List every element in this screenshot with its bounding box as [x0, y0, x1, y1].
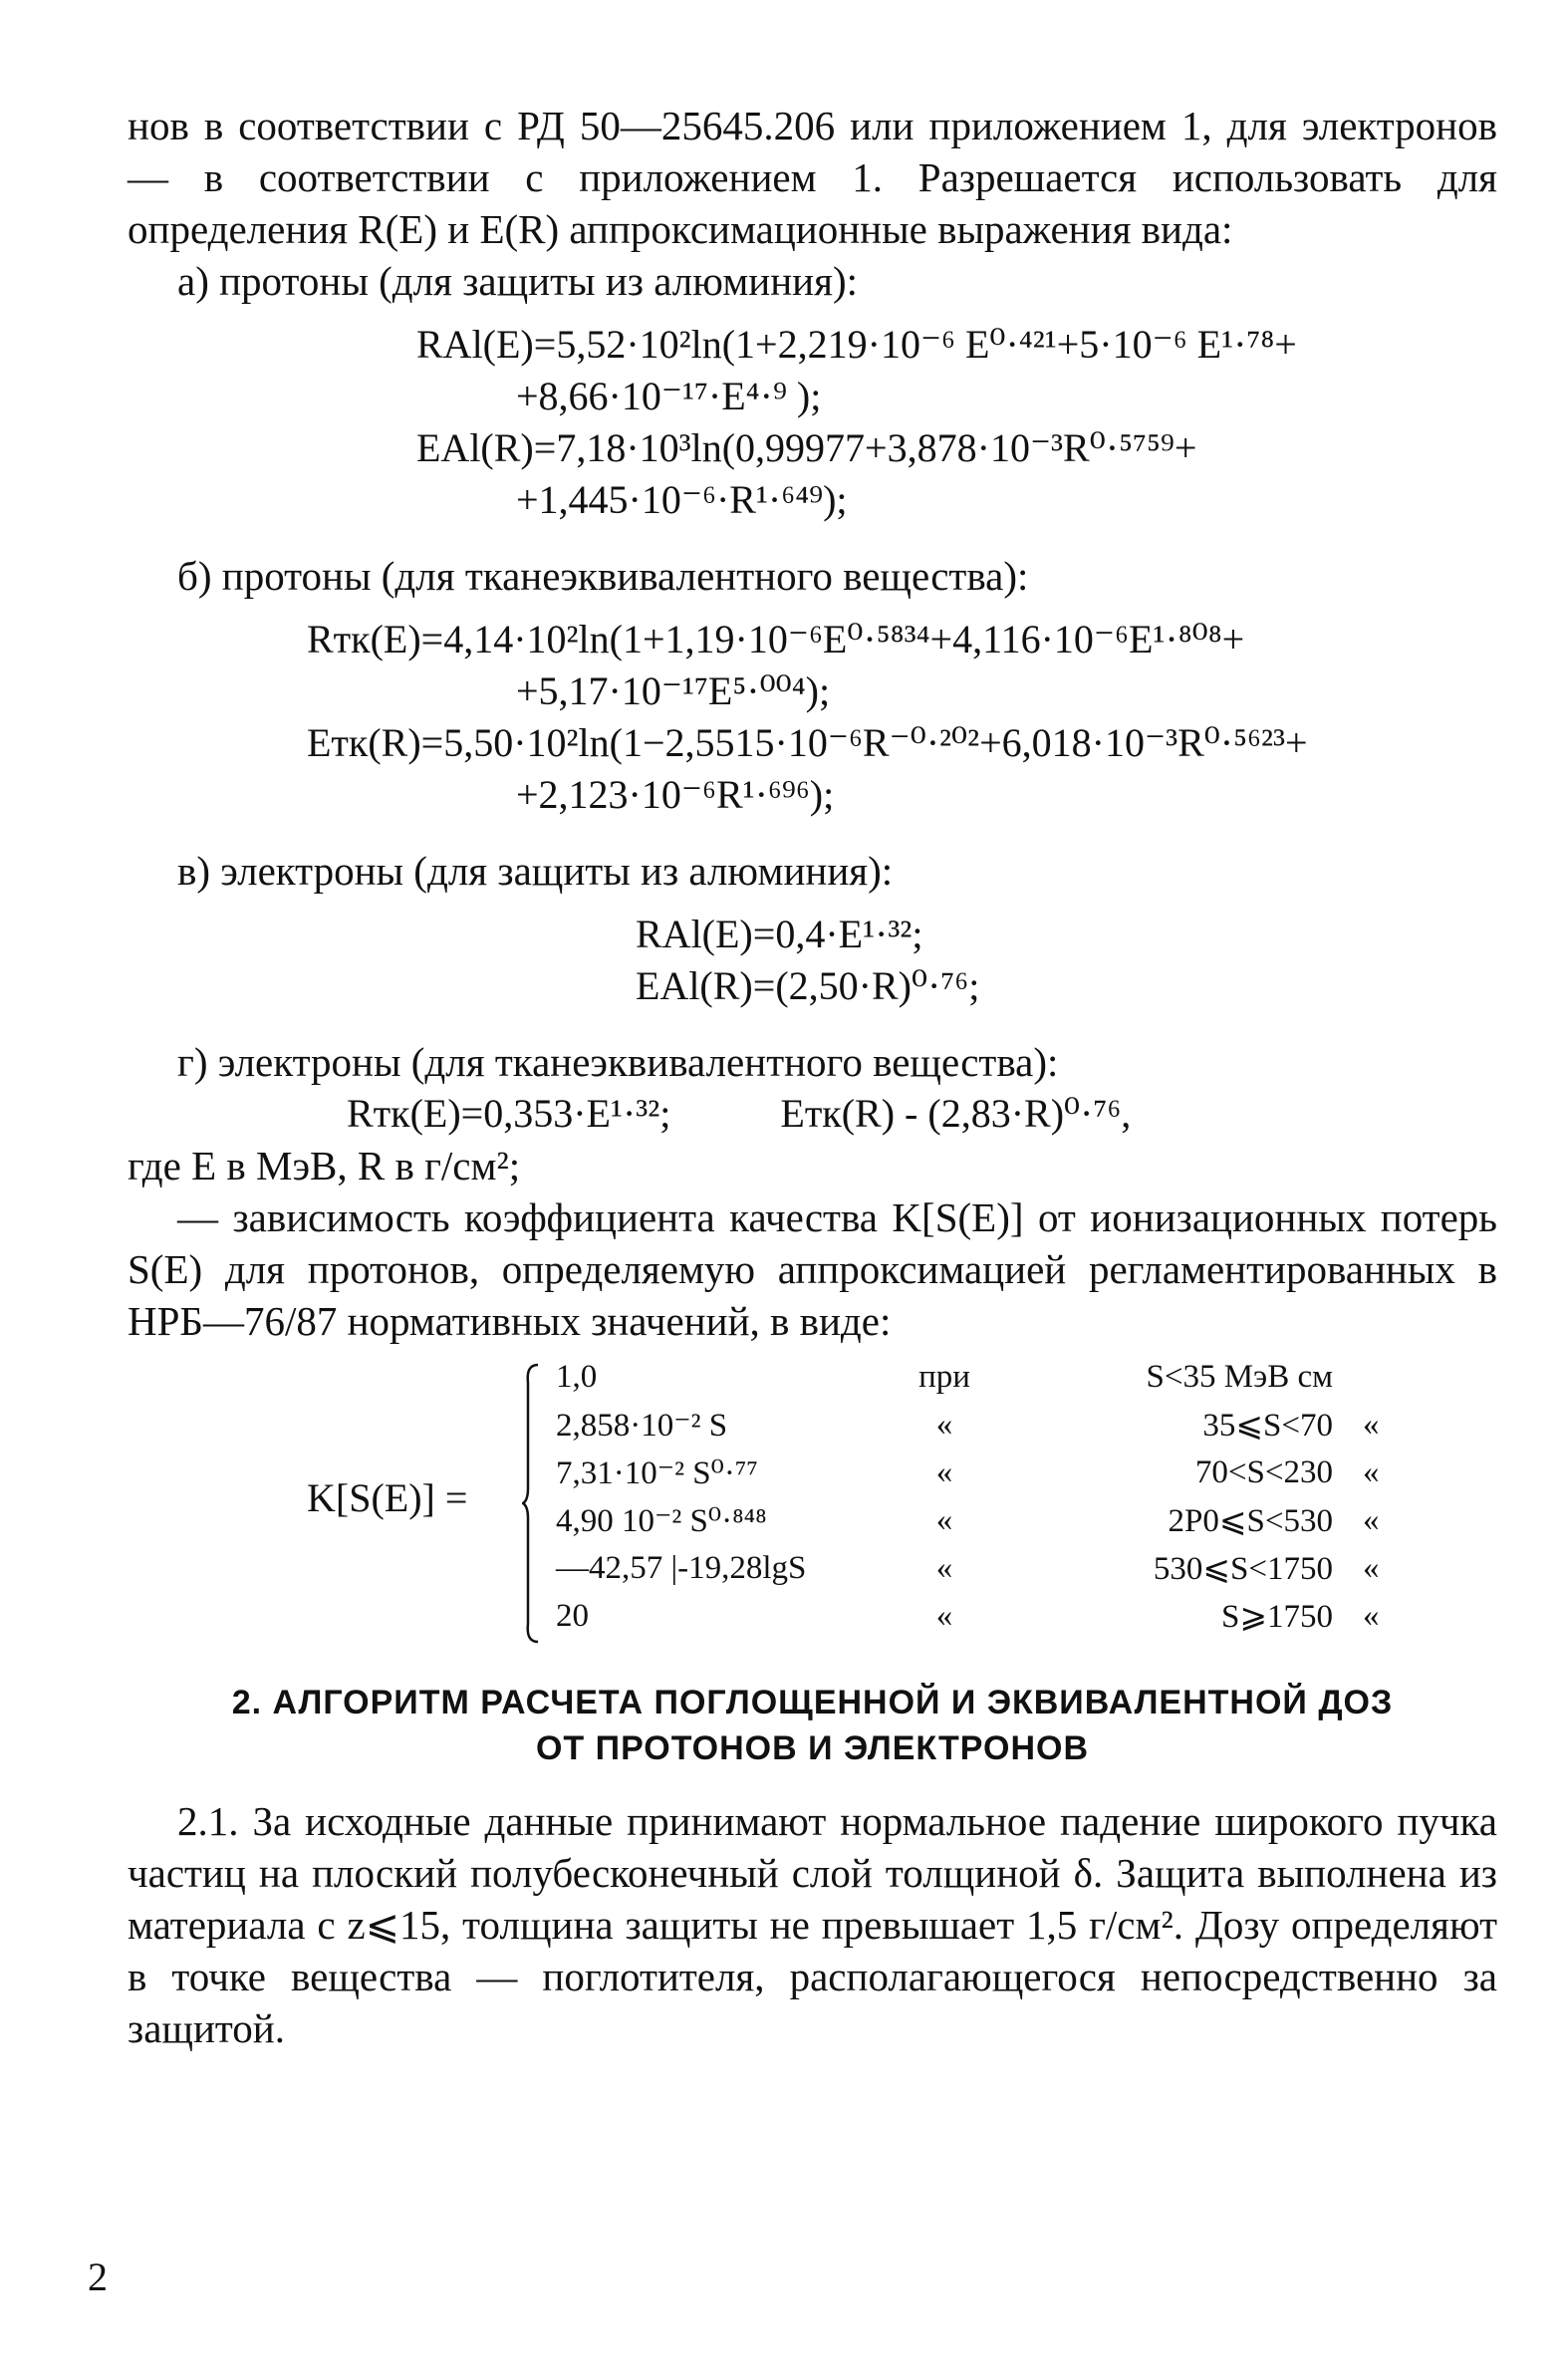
piecewise-expr: 7,31·10⁻² S⁰·⁷⁷: [556, 1455, 758, 1491]
section-a-label: а) протоны (для защиты из алюминия):: [177, 258, 858, 304]
units-line: где E в МэВ, R в г/см²;: [128, 1143, 521, 1188]
formula-r-al-proton: RAl(E)=5,52·10²ln(1+2,219·10⁻⁶ E⁰·⁴²¹+5·10⁻⁶ E¹·⁷⁸+: [416, 322, 1297, 367]
formula-r-tk-proton: Rтк(E)=4,14·10²ln(1+1,19·10⁻⁶E⁰·⁵⁸³⁴+4,116·10⁻⁶E¹·⁸⁰⁸+: [307, 617, 1245, 661]
piecewise-cond: 35⩽S<70: [1202, 1408, 1333, 1444]
piecewise-row: [556, 1401, 1403, 1449]
formula-row-tk-electron: [128, 1088, 1497, 1140]
piecewise-table: [556, 1353, 1403, 1640]
quality-factor-piecewise: [128, 1353, 1497, 1652]
piecewise-row: [556, 1353, 1403, 1401]
piecewise-expr: 1,0: [556, 1358, 598, 1395]
piecewise-quote: «: [1363, 1406, 1380, 1443]
formula-e-tk-proton-cont: +2,123·10⁻⁶R¹·⁶⁹⁶);: [516, 772, 835, 817]
piecewise-when: «: [935, 1406, 953, 1443]
piecewise-quote: «: [1363, 1597, 1380, 1634]
piecewise-quote: «: [1363, 1549, 1380, 1586]
piecewise-lhs: K[S(E)] =: [307, 1475, 468, 1520]
piecewise-row: [556, 1496, 1403, 1544]
section-g-label: г) электроны (для тканеэквивалентного вещества):: [177, 1039, 1059, 1085]
piecewise-cond: 70<S<230: [1194, 1453, 1333, 1490]
section-heading-line1: 2. АЛГОРИТМ РАСЧЕТА ПОГЛОЩЕННОЙ И ЭКВИВАЛЕНТНОЙ ДОЗ: [231, 1684, 1394, 1721]
formula-r-tk-proton-cont: +5,17·10⁻¹⁷E⁵·⁰⁰⁴);: [516, 668, 831, 713]
piecewise-when: «: [935, 1549, 953, 1586]
section-b-label: б) протоны (для тканеэквивалентного вещества):: [177, 553, 1029, 599]
formula-r-al-proton-cont: +8,66·10⁻¹⁷·E⁴·⁹ );: [516, 374, 822, 418]
piecewise-expr: —42,57 |-19,28lgS: [556, 1549, 807, 1586]
piecewise-when: «: [935, 1597, 953, 1634]
page-number: 2: [88, 2254, 108, 2299]
piecewise-expr: 4,90 10⁻² S⁰·⁸⁴⁸: [556, 1503, 767, 1539]
formula-r-al-electron: RAl(E)=0,4·E¹·³²;: [636, 912, 923, 956]
section-heading-line2: ОТ ПРОТОНОВ И ЭЛЕКТРОНОВ: [535, 1729, 1090, 1767]
piecewise-quote: «: [1363, 1501, 1380, 1538]
piecewise-quote: «: [1363, 1453, 1380, 1490]
formula-e-al-proton: EAl(R)=7,18·10³ln(0,99977+3,878·10⁻³R⁰·⁵⁷⁵⁹+: [416, 425, 1197, 470]
quality-factor-paragraph: — зависимость коэффициента качества K[S(E)] от ионизационных потерь S(E) для протонов, определяемую аппроксимацией регламентированных в НРБ—76/87 нормативных значений, в виде:: [128, 1194, 1497, 1344]
piecewise-cond: S⩾1750: [1220, 1599, 1333, 1635]
piecewise-row: [556, 1449, 1403, 1496]
formula-e-al-proton-cont: +1,445·10⁻⁶·R¹·⁶⁴⁹);: [516, 477, 848, 522]
piecewise-cond: 2P0⩽S<530: [1168, 1503, 1333, 1539]
formula-e-tk-proton: Eтк(R)=5,50·10²ln(1−2,5515·10⁻⁶R⁻⁰·²⁰²+6,018·10⁻³R⁰·⁵⁶²³+: [307, 720, 1308, 765]
intro-paragraph: нов в соответствии с РД 50—25645.206 или приложением 1, для электронов — в соответствии с приложением 1. Разрешается использовать для определения R(E) и E(R) аппроксимационные выражения вида:: [128, 103, 1497, 252]
left-brace: [522, 1363, 540, 1644]
paragraph-2-1: 2.1. За исходные данные принимают нормальное падение широкого пучка частиц на плоский полубесконечный слой толщиной δ. Защита выполнена из материала с z⩽15, толщина защиты не превышает 1,5 г/см². Дозу определяют в точке вещества — поглотителя, располагающегося непосредственно за защитой.: [128, 1798, 1497, 2051]
piecewise-expr: 20: [556, 1597, 589, 1634]
piecewise-cond: S<35 МэВ см: [1146, 1358, 1333, 1395]
section-v-label: в) электроны (для защиты из алюминия):: [177, 848, 894, 894]
formula-e-tk-electron: Eтк(R) - (2,83·R)⁰·⁷⁶,: [780, 1091, 1132, 1136]
piecewise-row: [556, 1544, 1403, 1592]
formula-r-tk-electron: Rтк(E)=0,353·E¹·³²;: [347, 1091, 671, 1136]
piecewise-expr: 2,858·10⁻² S: [556, 1408, 728, 1444]
piecewise-row: [556, 1592, 1403, 1640]
piecewise-cond: 530⩽S<1750: [1153, 1551, 1333, 1587]
formula-e-al-electron: EAl(R)=(2,50·R)⁰·⁷⁶;: [636, 963, 980, 1008]
piecewise-when: «: [935, 1501, 953, 1538]
section-heading: [128, 1680, 1497, 1771]
piecewise-when: при: [918, 1358, 970, 1395]
piecewise-when: «: [935, 1453, 953, 1490]
piecewise-quote: [1363, 1353, 1403, 1401]
document-page: [128, 100, 1497, 2054]
